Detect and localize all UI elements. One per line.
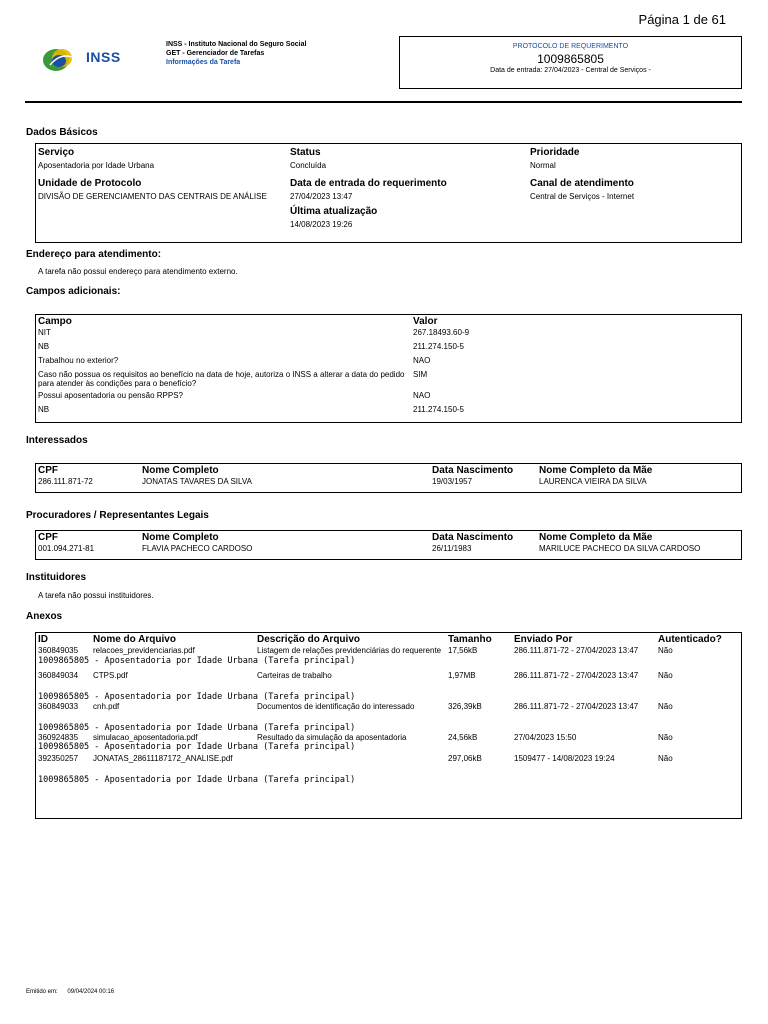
anexo-auth: Não (658, 646, 673, 655)
campos-cell: NB (38, 342, 50, 351)
ultima-atualizacao-label: Última atualização (290, 206, 378, 217)
campos-cell: NB (38, 405, 50, 414)
col-header-mae: Nome Completo da Mãe (539, 465, 653, 476)
anexo-file-link[interactable]: JONATAS_28611187172_ANALISE.pdf (93, 754, 233, 763)
table-row (36, 405, 741, 418)
inss-logo (42, 45, 130, 75)
col-header-nome: Nome Completo (142, 465, 219, 476)
col-header-autenticado: Autenticado? (658, 634, 722, 645)
status-value: Concluída (290, 161, 327, 170)
table-row (36, 742, 741, 754)
footer-emission (26, 989, 114, 995)
table-row (36, 711, 741, 733)
anexo-file-link[interactable]: simulacao_aposentadoria.pdf (93, 733, 198, 742)
table-row (36, 680, 741, 702)
unidade-value: DIVISÃO DE GERENCIAMENTO DAS CENTRAIS DE ANÁLISE (38, 192, 267, 201)
table-row (36, 754, 741, 763)
table-row (36, 356, 741, 370)
header-org-info (166, 40, 306, 67)
anexo-file-link[interactable]: CTPS.pdf (93, 671, 128, 680)
campos-cell: Possui aposentadoria ou pensão RPPS? (38, 391, 183, 400)
anexo-size: 17,56kB (448, 646, 478, 655)
anexo-desc: Resultado da simulação da aposentadoria (257, 733, 407, 742)
protocol-box (399, 36, 742, 89)
protocol-entry-date: Data de entrada: 27/04/2023 - Central de Serviços - (490, 67, 651, 74)
table-row (36, 328, 741, 342)
canal-label: Canal de atendimento (530, 178, 634, 189)
section-title-endereco: Endereço para atendimento: (26, 249, 162, 260)
section-title-campos: Campos adicionais: (26, 286, 121, 297)
header-divider (25, 101, 742, 103)
instituidores-text: A tarefa não possui instituidores. (38, 591, 154, 600)
unidade-label: Unidade de Protocolo (38, 178, 142, 189)
ultima-atualizacao-value: 14/08/2023 19:26 (290, 220, 353, 229)
col-header-nascimento: Data Nascimento (432, 532, 514, 543)
interessados-table (36, 464, 741, 486)
col-header-id: ID (38, 634, 48, 645)
campos-cell: Trabalhou no exterior? (38, 356, 119, 365)
anexo-id: 360849033 (38, 702, 79, 711)
anexo-id: 360849034 (38, 671, 79, 680)
anexo-task: 1009865805 - Aposentadoria por Idade Urbana (Tarefa principal) (38, 723, 356, 733)
page-number: Página 1 de 61 (638, 12, 726, 27)
anexo-desc: Carteiras de trabalho (257, 671, 332, 680)
campos-cell: NIT (38, 328, 51, 337)
anexo-auth: Não (658, 733, 673, 742)
col-header-mae: Nome Completo da Mãe (539, 532, 653, 543)
col-header-cpf: CPF (38, 465, 58, 476)
col-header-tamanho: Tamanho (448, 634, 492, 645)
interessados-table-box (35, 463, 742, 493)
anexo-auth: Não (658, 754, 673, 763)
anexo-desc: Listagem de relações previdenciárias do requerente (257, 646, 442, 655)
anexo-id: 360924835 (38, 733, 79, 742)
table-row (36, 342, 741, 356)
data-entrada-value: 27/04/2023 13:47 (290, 192, 353, 201)
org-name: INSS - Instituto Nacional do Seguro Social (166, 41, 307, 48)
col-header-nascimento: Data Nascimento (432, 465, 514, 476)
campos-cell: 211.274.150-5 (413, 342, 465, 351)
status-label: Status (290, 147, 321, 158)
campos-cell: SIM (413, 370, 428, 379)
nome-cell: FLAVIA PACHECO CARDOSO (142, 544, 253, 553)
anexo-auth: Não (658, 702, 673, 711)
col-header-cpf: CPF (38, 532, 58, 543)
anexo-sender: 286.111.871-72 - 27/04/2023 13:47 (514, 646, 639, 655)
nascimento-cell: 19/03/1957 (432, 477, 473, 486)
procuradores-table (36, 531, 741, 553)
col-header-enviado: Enviado Por (514, 634, 573, 645)
anexos-table (36, 633, 741, 785)
procuradores-table-box (35, 530, 742, 560)
mae-cell: LAURENCA VIEIRA DA SILVA (539, 477, 647, 486)
emitido-value: 09/04/2024 00:16 (67, 989, 115, 995)
anexo-id: 360849035 (38, 646, 79, 655)
anexo-auth: Não (658, 671, 673, 680)
anexos-table-box (35, 632, 742, 819)
campos-cell: 211.274.150-5 (413, 405, 465, 414)
campos-header-valor: Valor (413, 316, 438, 327)
anexo-sender: 286.111.871-72 - 27/04/2023 13:47 (514, 671, 639, 680)
cpf-cell: 286.111.871-72 (38, 477, 93, 486)
anexo-sender: 286.111.871-72 - 27/04/2023 13:47 (514, 702, 639, 711)
col-header-descricao: Descrição do Arquivo (257, 634, 360, 645)
anexo-file-link[interactable]: cnh.pdf (93, 702, 120, 711)
campos-table (36, 315, 741, 418)
protocol-number: 1009865805 (537, 52, 604, 66)
servico-label: Serviço (38, 147, 75, 158)
table-row (36, 671, 741, 680)
protocol-title: PROTOCOLO DE REQUERIMENTO (512, 43, 629, 50)
canal-value: Central de Serviços - Internet (530, 192, 635, 201)
anexo-desc: Documentos de identificação do interessado (257, 702, 415, 711)
section-title-anexos: Anexos (26, 611, 63, 622)
anexo-id: 392350257 (38, 754, 79, 763)
section-title-procuradores: Procuradores / Representantes Legais (26, 510, 209, 521)
anexo-file-link[interactable]: relacoes_previdenciarias.pdf (93, 646, 195, 655)
table-row (36, 370, 741, 391)
anexo-task: 1009865805 - Aposentadoria por Idade Urbana (Tarefa principal) (38, 775, 356, 785)
table-row (36, 477, 741, 486)
section-title-interessados: Interessados (26, 435, 88, 446)
col-header-arquivo: Nome do Arquivo (93, 634, 176, 645)
campos-table-box (35, 314, 742, 423)
dados-basicos-box (35, 143, 742, 243)
anexo-size: 24,56kB (448, 733, 478, 742)
table-row (36, 544, 741, 553)
campos-header-campo: Campo (38, 316, 72, 327)
campos-cell: Caso não possua os requisitos ao benefício na data de hoje, autoriza o INSS a alterar a data do pedido para atender às condições para o benefício? (38, 370, 405, 388)
logo-wordmark: INSS (86, 49, 121, 65)
table-row (36, 763, 741, 785)
anexo-sender: 1509477 - 14/08/2023 19:24 (514, 754, 615, 763)
mae-cell: MARILUCE PACHECO DA SILVA CARDOSO (539, 544, 701, 553)
campos-cell: NAO (413, 391, 431, 400)
cpf-cell: 001.094.271-81 (38, 544, 95, 553)
prioridade-label: Prioridade (530, 147, 580, 158)
anexo-task: 1009865805 - Aposentadoria por Idade Urbana (Tarefa principal) (38, 692, 356, 702)
system-name: GET - Gerenciador de Tarefas (166, 50, 265, 57)
col-header-nome: Nome Completo (142, 532, 219, 543)
prioridade-value: Normal (530, 161, 556, 170)
section-title-instituidores: Instituidores (26, 572, 87, 583)
table-row (36, 702, 741, 711)
anexo-size: 1,97MB (448, 671, 476, 680)
table-row (36, 656, 741, 671)
anexo-task: 1009865805 - Aposentadoria por Idade Urbana (Tarefa principal) (38, 742, 356, 752)
anexo-task: 1009865805 - Aposentadoria por Idade Urbana (Tarefa principal) (38, 656, 356, 666)
campos-cell: NAO (413, 356, 431, 365)
table-row (36, 733, 741, 742)
servico-value: Aposentadoria por Idade Urbana (38, 161, 155, 170)
data-entrada-label: Data de entrada do requerimento (290, 178, 447, 189)
anexo-sender: 27/04/2023 15:50 (514, 733, 577, 742)
nascimento-cell: 26/11/1983 (432, 544, 472, 553)
table-row (36, 646, 741, 656)
section-title-dados-basicos: Dados Básicos (26, 127, 98, 138)
anexo-size: 326,39kB (448, 702, 482, 711)
emitido-label: Emitido em: (26, 989, 58, 995)
endereco-text: A tarefa não possui endereço para atendimento externo. (38, 267, 238, 276)
nome-cell: JONATAS TAVARES DA SILVA (142, 477, 252, 486)
campos-cell: 267.18493.60-9 (413, 328, 470, 337)
document-subtitle: Informações da Tarefa (166, 59, 241, 66)
anexo-size: 297,06kB (448, 754, 482, 763)
table-row (36, 391, 741, 405)
